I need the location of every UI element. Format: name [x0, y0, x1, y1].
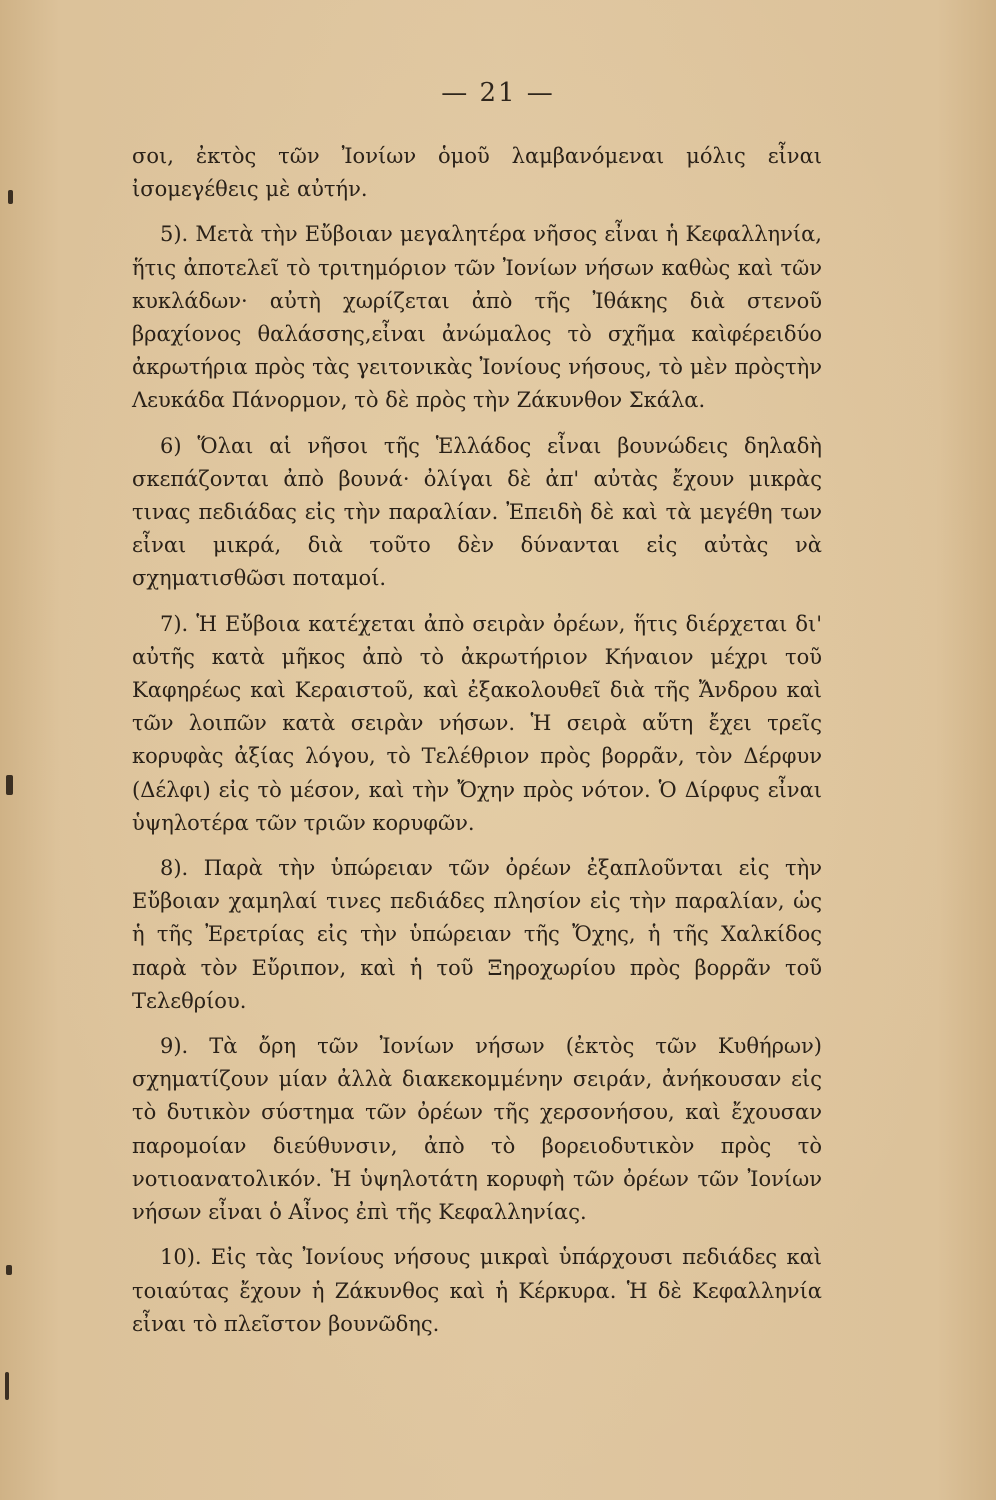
body-text: [132, 140, 822, 1341]
paragraph-7: 7). Ἡ Εὔβοια κατέχεται ἀπὸ σειρὰν ὀρέων, ἥτις διέρχεται δι' αὐτῆς κατὰ μῆκος ἀπὸ τὸ ἀκρωτήριον Κήναιον μέχρι τοῦ Καφηρέως καὶ Κεραιστοῦ, καὶ ἐξακολουθεῖ διὰ τῆς Ἄνδρου καὶ τῶν λοιπῶν κατὰ σειρὰν νήσων. Ἡ σειρὰ αὕτη ἔχει τρεῖς κορυφὰς ἀξίας λόγου, τὸ Τελέθριον πρὸς βορρᾶν, τὸν Δέρφυν (Δέλφι) εἰς τὸ μέσον, καὶ τὴν Ὄχην πρὸς νότον. Ὁ Δίρφυς εἶναι ὑψηλοτέρα τῶν τριῶν κορυφῶν.: [132, 611, 822, 835]
paragraph-9: 9). Τὰ ὄρη τῶν Ἰονίων νήσων (ἐκτὸς τῶν Κυθήρων) σχηματίζουν μίαν ἀλλὰ διακεκομμένην σειράν, ἀνήκουσαν εἰς τὸ δυτικὸν σύστημα τῶν ὀρέων τῆς χερσονήσου, καὶ ἔχουσαν παρομοίαν διεύθυνσιν, ἀπὸ τὸ βορειοδυτικὸν πρὸς τὸ νοτιοανατολικόν. Ἡ ὑψηλοτάτη κορυφὴ τῶν ὀρέων τῶν Ἰονίων νήσων εἶναι ὁ Αἶνος ἐπὶ τῆς Κεφαλληνίας.: [132, 1034, 822, 1225]
paragraph-10: 10). Εἰς τὰς Ἰονίους νήσους μικραὶ ὑπάρχουσι πεδιάδες καὶ τοιαύτας ἔχουν ἡ Ζάκυνθος καὶ ἡ Κέρκυρα. Ἡ δὲ Κεφαλληνία εἶναι τὸ πλεῖστον βουνῶδης.: [132, 1245, 822, 1336]
paragraph-5: 5). Μετὰ τὴν Εὔβοιαν μεγαλητέρα νῆσος εἶναι ἡ Κεφαλληνία, ἥτις ἀποτελεῖ τὸ τριτημόριον τῶν Ἰονίων νήσων καθὼς καὶ τῶν κυκλάδων· αὐτὴ χωρίζεται ἀπὸ τῆς Ἰθάκης διὰ στενοῦ βραχίονος θαλάσσης,εἶναι ἀνώμαλος τὸ σχῆμα καὶφέρειδύο ἀκρωτήρια πρὸς τὰς γειτονικὰς Ἰονίους νήσους, τὸ μὲν πρὸςτὴν Λευκάδα Πάνορμον, τὸ δὲ πρὸς τὴν Ζάκυνθον Σκάλα.: [132, 222, 822, 413]
page-number: — 21 —: [441, 78, 555, 108]
left-margin-mark-middle: [6, 775, 13, 795]
paragraph-6: 6) Ὅλαι αἱ νῆσοι τῆς Ἑλλάδος εἶναι βουνώδεις δηλαδὴ σκεπάζονται ἀπὸ βουνά· ὀλίγαι δὲ ἀπ' αὐτὰς ἔχουν μικρὰς τινας πεδιάδας εἰς τὴν παραλίαν. Ἐπειδὴ δὲ καὶ τὰ μεγέθη των εἶναι μικρά, διὰ τοῦτο δὲν δύνανται εἰς αὐτὰς νὰ σχηματισθῶσι ποταμοί.: [132, 433, 822, 591]
left-margin-mark-lower: [6, 1265, 12, 1275]
left-margin-mark-top: [8, 190, 13, 204]
left-margin-mark-bottom: [5, 1372, 9, 1400]
paragraph-continuation: σοι, ἐκτὸς τῶν Ἰονίων ὁμοῦ λαμβανόμεναι μόλις εἶναι ἰσομεγέθεις μὲ αὐτήν.: [132, 144, 822, 202]
paragraph-8: 8). Παρὰ τὴν ὑπώρειαν τῶν ὀρέων ἐξαπλοῦνται εἰς τὴν Εὔβοιαν χαμηλαί τινες πεδιάδες πλησίον εἰς τὴν παραλίαν, ὡς ἡ τῆς Ἐρετρίας εἰς τὴν ὑπώρειαν τῆς Ὄχης, ἡ τῆς Χαλκίδος παρὰ τὸν Εὔριπον, καὶ ἡ τοῦ Ξηροχωρίου πρὸς βορρᾶν τοῦ Τελεθρίου.: [132, 856, 822, 1013]
